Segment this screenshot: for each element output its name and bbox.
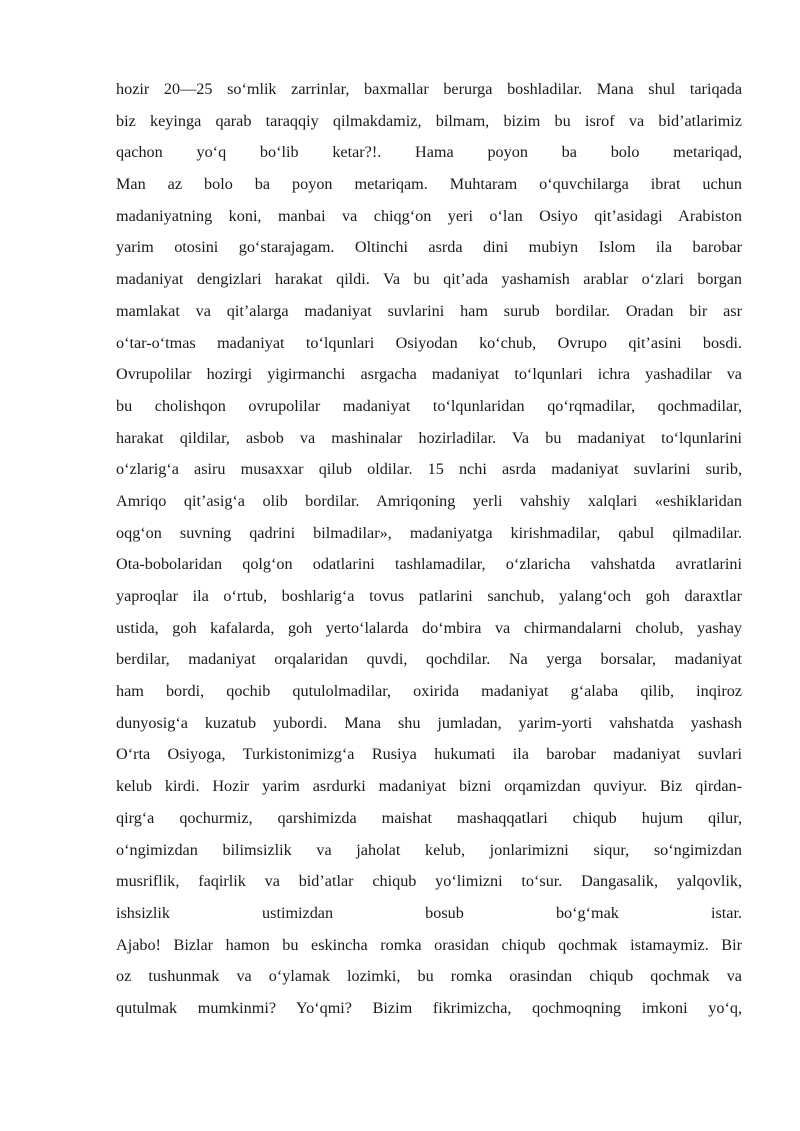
- text-line: musriflik, faqirlik va bid’atlar chiqub yo‘limizni to‘sur. Dangasalik, yalqovlik,: [116, 872, 742, 891]
- text-line: O‘rta Osiyoga, Turkistonimizg‘a Rusiya hukumati ila barobar madaniyat suvlari: [116, 745, 742, 764]
- text-line: qachon yo‘q bo‘lib ketar?!. Hama poyon ba bolo metariqad,: [116, 143, 742, 162]
- text-line: mamlakat va qit’alarga madaniyat suvlarini ham surub bordilar. Oradan bir asr: [116, 301, 742, 320]
- text-line: qutulmak mumkinmi? Yo‘qmi? Bizim fikrimizcha, qochmoqning imkoni yo‘q,: [116, 998, 742, 1017]
- document-page: [116, 74, 742, 1025]
- text-line: qirg‘a qochurmiz, qarshimizda maishat mashaqqatlari chiqub hujum qilur,: [116, 808, 742, 827]
- text-line: kelub kirdi. Hozir yarim asrdurki madaniyat bizni orqamizdan quviyur. Biz qirdan-: [116, 777, 742, 796]
- text-line: harakat qildilar, asbob va mashinalar hozirladilar. Va bu madaniyat to‘lqunlarini: [116, 428, 742, 447]
- text-line: hozir 20—25 so‘mlik zarrinlar, baxmallar berurga boshladilar. Mana shul tariqada: [116, 80, 742, 98]
- text-line: yarim otosini go‘starajagam. Oltinchi asrda dini mubiyn Islom ila barobar: [116, 238, 742, 257]
- text-line: Man az bolo ba poyon metariqam. Muhtaram o‘quvchilarga ibrat uchun: [116, 175, 742, 194]
- text-line: Ajabo! Bizlar hamon bu eskincha romka orasidan chiqub qochmak istamaymiz. Bir: [116, 935, 742, 954]
- text-line: bu cholishqon ovrupolilar madaniyat to‘lqunlaridan qo‘rqmadilar, qochmadilar,: [116, 396, 742, 415]
- text-line: o‘tar-o‘tmas madaniyat to‘lqunlari Osiyodan ko‘chub, Ovrupo qit’asini bosdi.: [116, 333, 742, 352]
- text-line: o‘zlarig‘a asiru musaxxar qilub oldilar. 15 nchi asrda madaniyat suvlarini surib,: [116, 460, 742, 479]
- text-line: oqg‘on suvning qadrini bilmadilar», madaniyatga kirishmadilar, qabul qilmadilar.: [116, 523, 742, 542]
- text-line: berdilar, madaniyat orqalaridan quvdi, qochdilar. Na yerga borsalar, madaniyat: [116, 650, 742, 669]
- body-paragraph: [116, 74, 742, 1025]
- text-line: ustida, goh kafalarda, goh yerto‘lalarda do‘mbira va chirmandalarni cholub, yashay: [116, 618, 742, 637]
- text-line: dunyosig‘a kuzatub yubordi. Mana shu jumladan, yarim-yorti vahshatda yashash: [116, 713, 742, 732]
- text-line: Amriqo qit’asig‘a olib bordilar. Amriqoning yerli vahshiy xalqlari «eshiklaridan: [116, 491, 742, 510]
- text-line: ham bordi, qochib qutulolmadilar, oxirida madaniyat g‘alaba qilib, inqiroz: [116, 682, 742, 701]
- text-line: oz tushunmak va o‘ylamak lozimki, bu romka orasindan chiqub qochmak va: [116, 967, 742, 986]
- text-line: ishsizlik ustimizdan bosub bo‘g‘mak istar.: [116, 903, 742, 922]
- text-line: biz keyinga qarab taraqqiy qilmakdamiz, bilmam, bizim bu isrof va bid’atlarimiz: [116, 111, 742, 130]
- text-line: yaproqlar ila o‘rtub, boshlarig‘a tovus patlarini sanchub, yalang‘och goh daraxtlar: [116, 587, 742, 605]
- text-line: madaniyatning koni, manbai va chiqg‘on yeri o‘lan Osiyo qit’asidagi Arabiston: [116, 206, 742, 225]
- text-line: Ovrupolilar hozirgi yigirmanchi asrgacha madaniyat to‘lqunlari ichra yashadilar va: [116, 365, 742, 384]
- text-line: o‘ngimizdan bilimsizlik va jaholat kelub, jonlarimizni siqur, so‘ngimizdan: [116, 840, 742, 859]
- text-line: madaniyat dengizlari harakat qildi. Va bu qit’ada yashamish arablar o‘zlari borgan: [116, 270, 742, 289]
- text-line: Ota-bobolaridan qolg‘on odatlarini tashlamadilar, o‘zlaricha vahshatda avratlarini: [116, 555, 742, 574]
